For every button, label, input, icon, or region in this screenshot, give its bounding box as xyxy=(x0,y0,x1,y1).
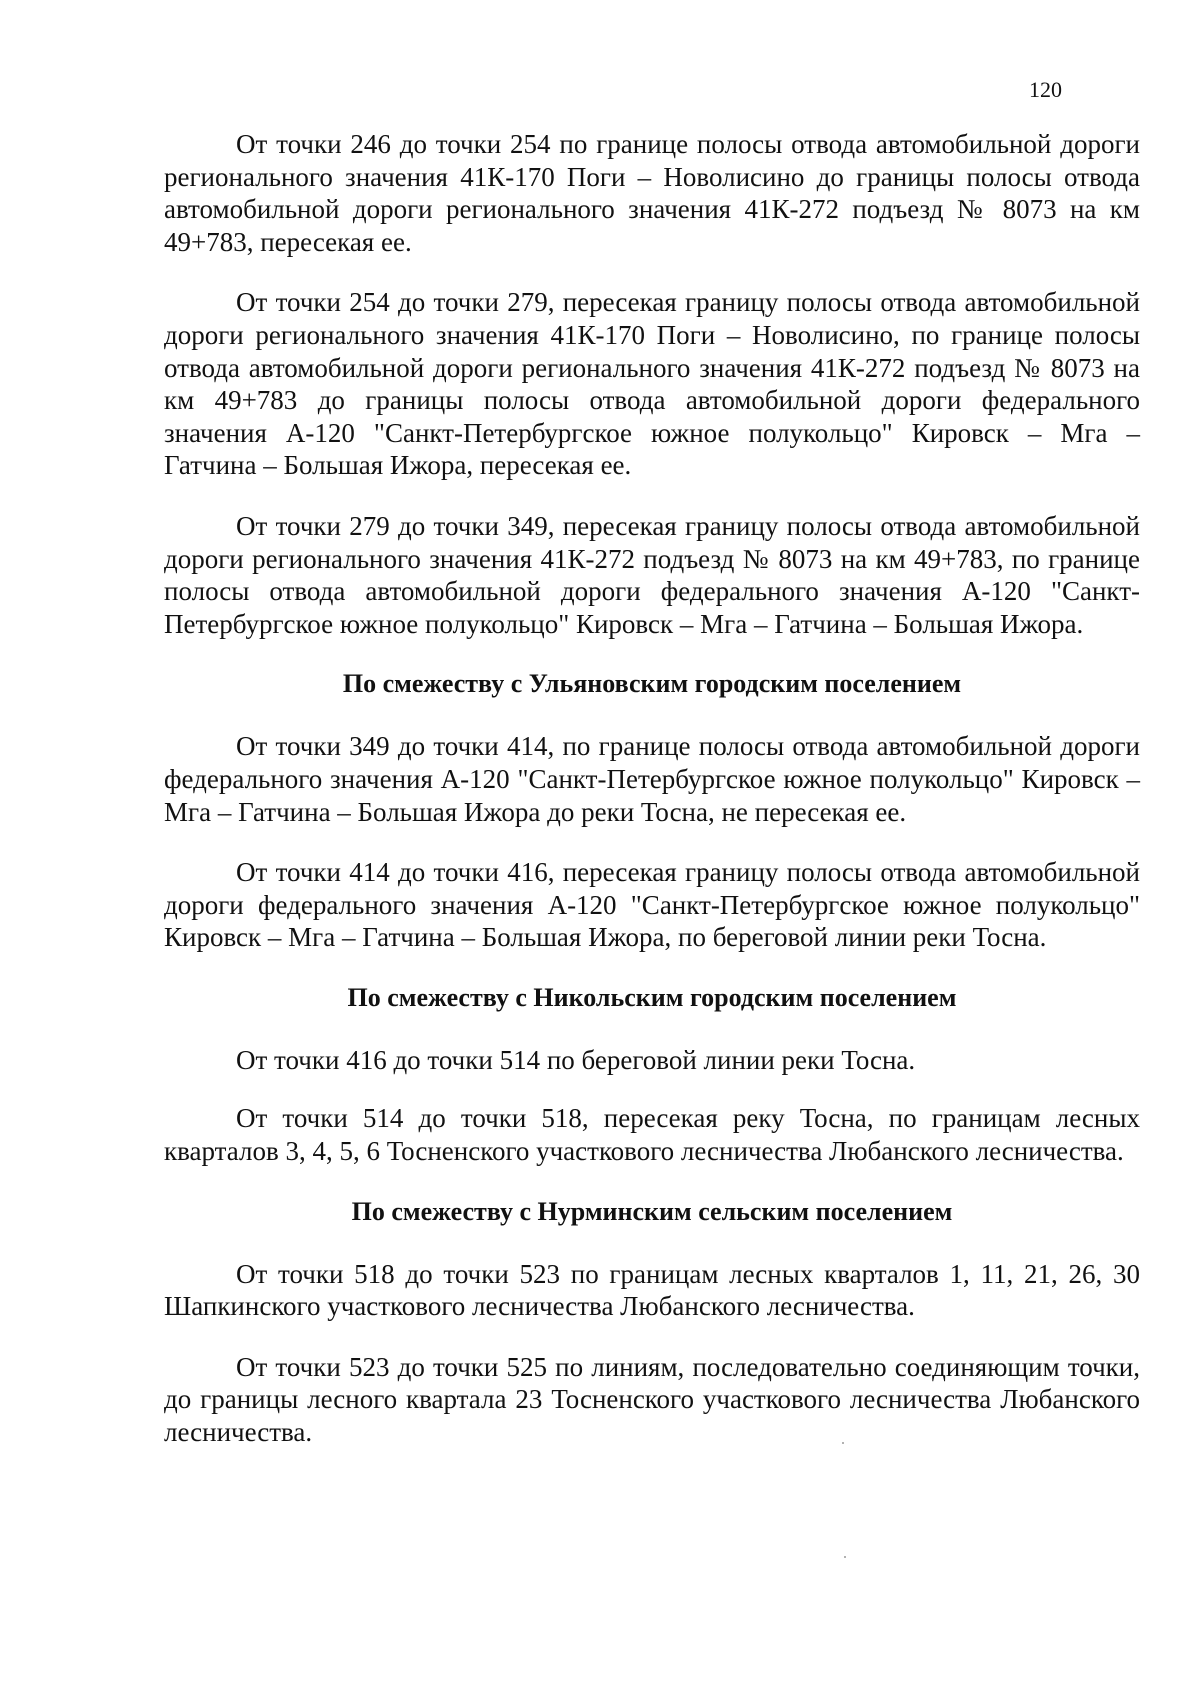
paragraph-254-279: От точки 254 до точки 279, пересекая границу полосы отвода автомобильной дороги регионального значения 41К-170 Поги – Новолисино, по границе полосы отвода автомобильной дороги регионального значения 41К-272 подъезд № 8073 на км 49+783 до границы полосы отвода автомобильной дороги федерального значения А-120 "Санкт-Петербургское южное полукольцо" Кировск – Мга – Гатчина – Большая Ижора, пересекая ее. xyxy=(164,287,1140,481)
paragraph-523-525: От точки 523 до точки 525 по линиям, последовательно соединяющим точки, до границы лесного квартала 23 Тосненского участкового лесничества Любанского лесничества. xyxy=(164,1351,1140,1448)
scan-dust-mark xyxy=(844,1556,846,1558)
paragraph-514-518: От точки 514 до точки 518, пересекая реку Тосна, по границам лесных кварталов 3, 4, 5, 6 Тосненского участкового лесничества Любанского лесничества. xyxy=(164,1103,1140,1167)
heading-ulyanovsk-settlement: По смежеству с Ульяновским городским поселением xyxy=(342,669,962,699)
document-body xyxy=(164,128,1140,1477)
page-number: 120 xyxy=(1029,77,1062,102)
paragraph-349-414: От точки 349 до точки 414, по границе полосы отвода автомобильной дороги федерального значения А-120 "Санкт-Петербургское южное полукольцо" Кировск – Мга – Гатчина – Большая Ижора до реки Тосна, не пересекая ее. xyxy=(164,731,1140,827)
paragraph-416-514: От точки 416 до точки 514 по береговой линии реки Тосна. xyxy=(236,1044,916,1075)
paragraph-414-416: От точки 414 до точки 416, пересекая границу полосы отвода автомобильной дороги федерального значения А-120 "Санкт-Петербургское южное полукольцо" Кировск – Мга – Гатчина – Большая Ижора, по береговой линии реки Тосна. xyxy=(164,857,1140,953)
heading-nikolsky-settlement: По смежеству с Никольским городским поселением xyxy=(347,982,957,1012)
scan-dust-mark xyxy=(842,1442,844,1444)
paragraph-246-254: От точки 246 до точки 254 по границе полосы отвода автомобильной дороги регионального значения 41К-170 Поги – Новолисино до границы полосы отвода автомобильной дороги регионального значения 41К-272 подъезд № 8073 на км 49+783, пересекая ее. xyxy=(164,129,1140,257)
paragraph-279-349: От точки 279 до точки 349, пересекая границу полосы отвода автомобильной дороги регионального значения 41К-272 подъезд № 8073 на км 49+783, по границе полосы отвода автомобильной дороги федерального значения А-120 "Санкт-Петербургское южное полукольцо" Кировск – Мга – Гатчина – Большая Ижора. xyxy=(164,510,1140,639)
heading-nurma-settlement: По смежеству с Нурминским сельским поселением xyxy=(351,1196,953,1226)
paragraph-518-523: От точки 518 до точки 523 по границам лесных кварталов 1, 11, 21, 26, 30 Шапкинского участкового лесничества Любанского лесничества. xyxy=(164,1258,1140,1322)
